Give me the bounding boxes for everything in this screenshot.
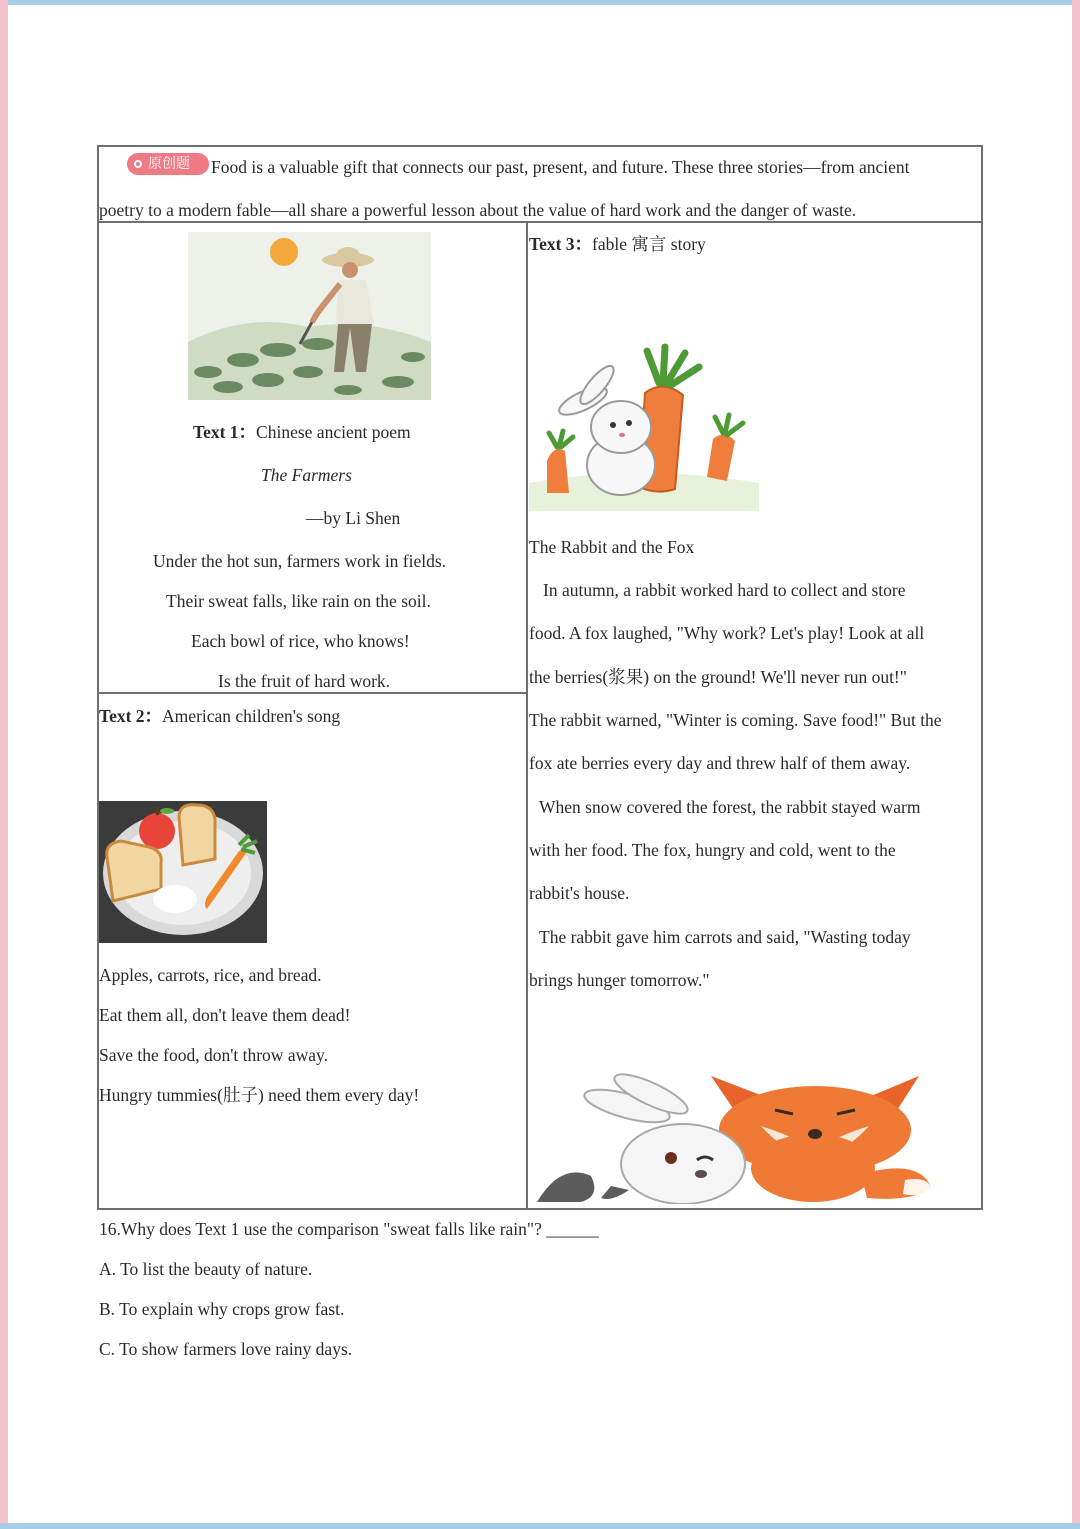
text1-heading-desc: Chinese ancient poem	[256, 422, 411, 442]
answer-option-b[interactable]: B. To explain why crops grow fast.	[99, 1299, 345, 1319]
song-line: Eat them all, don't leave them dead!	[99, 1005, 351, 1025]
fable-line: food. A fox laughed, "Why work? Let's play! Look at all	[529, 623, 925, 643]
rabbit-carrot-illustration	[529, 343, 759, 511]
table-row-divider	[97, 221, 983, 223]
badge-label: 原创题	[148, 156, 190, 172]
intro-line-1: Food is a valuable gift that connects our past, present, and future. These three stories—from ancient	[211, 157, 910, 177]
badge-circle-icon	[131, 157, 145, 171]
original-question-badge	[127, 153, 209, 175]
fable-line: brings hunger tomorrow."	[529, 970, 710, 990]
song-line: Hungry tummies(肚子) need them every day!	[99, 1085, 420, 1105]
rabbit-fox-illustration	[531, 1066, 941, 1204]
fable-line: the berries(浆果) on the ground! We'll never run out!"	[529, 667, 907, 687]
page-frame-right	[1072, 0, 1080, 1529]
poem-line: Each bowl of rice, who knows!	[191, 631, 410, 651]
fable-title: The Rabbit and the Fox	[529, 537, 695, 557]
answer-option-c[interactable]: C. To show farmers love rainy days.	[99, 1339, 353, 1359]
poem-line: Is the fruit of hard work.	[218, 671, 391, 691]
question-stem: 16.Why does Text 1 use the comparison "sweat falls like rain"? ______	[99, 1219, 599, 1239]
food-plate-illustration	[99, 801, 267, 943]
song-line: Apples, carrots, rice, and bread.	[99, 965, 322, 985]
poem-line: Under the hot sun, farmers work in fields.	[153, 551, 447, 571]
page-frame-bottom	[0, 1523, 1080, 1529]
fable-line: The rabbit warned, "Winter is coming. Save food!" But the	[529, 710, 942, 730]
poem-title: The Farmers	[261, 465, 352, 485]
fable-line: When snow covered the forest, the rabbit stayed warm	[539, 797, 921, 817]
poem-line: Their sweat falls, like rain on the soil.	[166, 591, 431, 611]
text2-heading-label: Text 2：	[99, 706, 163, 726]
text2-heading-desc: American children's song	[162, 706, 341, 726]
text2-heading	[99, 705, 340, 727]
left-cell-divider	[97, 692, 527, 694]
fable-line: with her food. The fox, hungry and cold, went to the	[529, 840, 896, 860]
text3-heading-label: Text 3：	[529, 234, 593, 254]
fable-line: rabbit's house.	[529, 883, 630, 903]
fable-line: In autumn, a rabbit worked hard to collect and store	[543, 580, 906, 600]
song-line: Save the food, don't throw away.	[99, 1045, 328, 1065]
page-frame-left	[0, 0, 8, 1529]
page-frame-top	[0, 0, 1080, 5]
text3-heading	[529, 233, 706, 255]
fable-line: fox ate berries every day and threw half of them away.	[529, 753, 911, 773]
table-column-divider	[526, 221, 528, 1210]
fable-line: The rabbit gave him carrots and said, "Wasting today	[539, 927, 911, 947]
intro-line-2: poetry to a modern fable—all share a powerful lesson about the value of hard work and the danger of waste.	[99, 200, 857, 220]
text1-heading	[193, 421, 411, 443]
farmer-illustration	[188, 232, 431, 400]
poem-author: —by Li Shen	[306, 508, 401, 528]
text1-heading-label: Text 1：	[193, 422, 257, 442]
answer-option-a[interactable]: A. To list the beauty of nature.	[99, 1259, 313, 1279]
text3-heading-desc: fable 寓言 story	[592, 234, 706, 254]
